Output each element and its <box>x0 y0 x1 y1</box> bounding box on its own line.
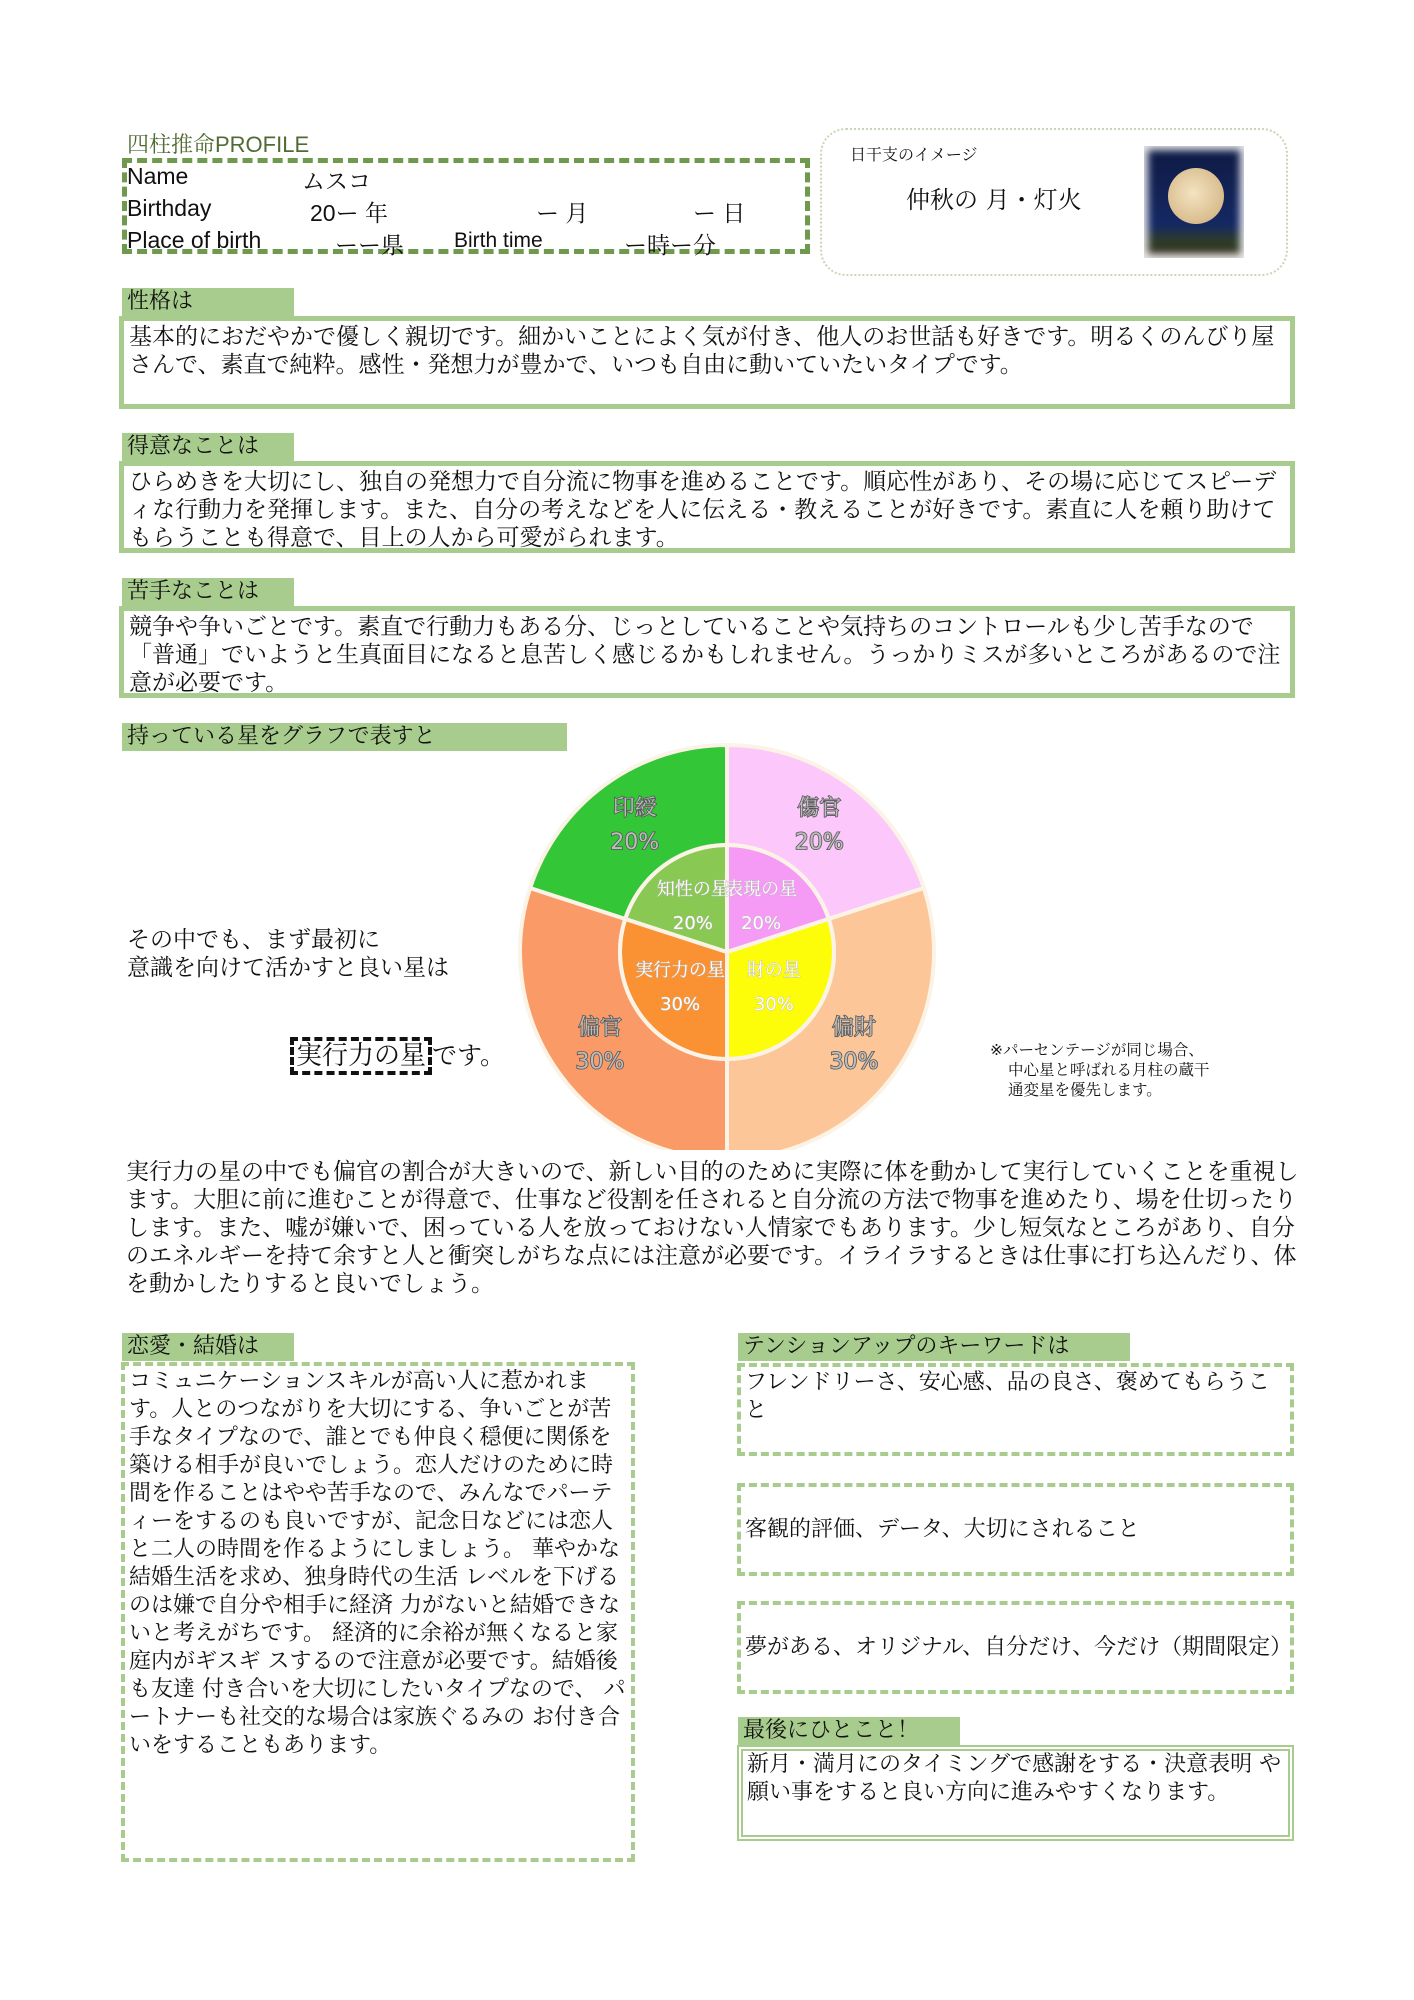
keyword-text-3: 夢がある、オリジナル、自分だけ、今だけ（期間限定） <box>745 1634 1293 1660</box>
keyword-box-3 <box>737 1601 1294 1694</box>
outer-value-label: 30% <box>829 1049 879 1075</box>
highlight-suffix: です。 <box>432 1041 506 1070</box>
place-value: ーー県 <box>335 232 404 258</box>
keyword-box-2 <box>737 1483 1294 1576</box>
strengths-heading: 得意なことは <box>122 433 294 461</box>
graph-description: 実行力の星の中でも偏官の割合が大きいので、新しい目的のために実際に体を動かして実行していくことを重視します。大胆に前に進むことが得意で、仕事など役割を任されると自分流の方法で物事を進めたり、場を仕切ったりします。また、嘘が嫌いで、困っている人を放っておけない人情家でもあります。少し短気なところがあり、自分のエネルギーを持て余すと人と衝突しがちな点には注意が必要です。イライラするときは仕事に打ち込んだり、体を動かしたりすると良いでしょう。 <box>126 1159 1299 1297</box>
inner-label: 知性の星 <box>656 879 729 901</box>
final-heading: 最後にひとこと！ <box>738 1717 960 1745</box>
personality-box <box>119 316 1295 409</box>
image-card-value: 仲秋の 月・灯火 <box>906 186 1082 214</box>
inner-value-label: 30% <box>660 994 701 1016</box>
strengths-text: ひらめきを大切にし、独自の発想力で自分流に物事を進めることです。順応性があり、その場に応じてスピーディな行動力を発揮します。また、自分の考えなどを人に伝える・教えることが好きです。素直に人を頼り助けてもらうことも得意で、目上の人から可愛がられます。 <box>129 469 1277 551</box>
keyword-text-1: フレンドリーさ、安心感、品の良さ、褒めてもらうこと <box>745 1370 1270 1423</box>
birthday-day: ー 日 <box>693 200 746 226</box>
strengths-box <box>119 461 1295 553</box>
graph-lead-line1: その中でも、まず最初に <box>127 927 380 953</box>
love-box <box>121 1362 635 1862</box>
inner-label: 実行力の星 <box>635 960 726 982</box>
keyword-text-2: 客観的評価、データ、大切にされること <box>745 1516 1140 1542</box>
graph-lead-line2: 意識を向けて活かすと良い星は <box>127 955 449 981</box>
chart-note <box>990 1040 1210 1100</box>
name-label: Name <box>127 163 189 189</box>
day-pillar-image-card <box>820 128 1288 276</box>
birth-time-value: ー時ー分 <box>624 232 716 258</box>
outer-label: 偏官 <box>577 1015 622 1041</box>
outer-value-label: 20% <box>610 829 660 855</box>
personality-heading: 性格は <box>122 288 294 316</box>
chart-note-line3: 通変星を優先します。 <box>1008 1081 1162 1099</box>
graph-heading: 持っている星をグラフで表すと <box>122 723 567 751</box>
love-text: コミュニケーションスキルが高い人に惹かれます。人とのつながりを大切にする、争いごとが苦手なタイプなので、誰とでも仲良く穏便に関係を築ける相手が良いでしょう。恋人だけのために時間を作ることはやや苦手なので、みんなでパーティーをするのも良いですが、記念日などには恋人と二人の時間を作るようにしましょう。 華やかな結婚生活を求め、独身時代の生活 レベルを下げるのは嫌で自分や相手に経済 力がないと結婚できないと考えがちです。 経済的に余裕が無くなると家庭内がギスギ スするので注意が必要です。結婚後も友達 付き合いを大切にしたいタイプなので、 パートナーも社交的な場合は家族ぐるみの お付き合いをすることもあります。 <box>129 1369 626 1758</box>
keywords-heading: テンションアップのキーワードは <box>738 1333 1130 1361</box>
place-label: Place of birth <box>127 227 262 253</box>
moon-icon <box>1168 168 1224 224</box>
birthday-month: ー 月 <box>536 200 589 226</box>
final-box <box>737 1745 1294 1841</box>
inner-value-label: 30% <box>753 994 794 1016</box>
inner-value-label: 20% <box>672 913 713 935</box>
outer-label: 傷官 <box>797 795 842 821</box>
inner-value-label: 20% <box>741 913 782 935</box>
love-heading: 恋愛・結婚は <box>122 1333 294 1361</box>
image-card-label: 日干支のイメージ <box>850 145 978 164</box>
inner-label: 表現の星 <box>725 879 798 901</box>
birth-time-label: Birth time <box>454 229 543 252</box>
final-text: 新月・満月にのタイミングで感謝をする・決意表明 や願い事をすると良い方向に進みやすくなります。 <box>747 1752 1282 1805</box>
birthday-label: Birthday <box>127 195 212 221</box>
outer-value-label: 20% <box>794 829 844 855</box>
outer-value-label: 30% <box>575 1049 625 1075</box>
outer-label: 印綬 <box>612 795 657 821</box>
chart-note-line1: ※パーセンテージが同じ場合、 <box>990 1041 1204 1059</box>
inner-label: 財の星 <box>746 960 801 982</box>
chart-note-line2: 中心星と呼ばれる月柱の蔵干 <box>1008 1061 1210 1079</box>
profile-box <box>122 158 810 258</box>
weaknesses-box <box>119 606 1295 698</box>
weaknesses-text: 競争や争いごとです。素直で行動力もある分、じっとしていることや気持ちのコントロールも少し苦手なので「普通」でいようと生真面目になると息苦しく感じるかもしれません。うっかりミスが多いところがあるので注意が必要です。 <box>129 614 1281 696</box>
profile-title: 四柱推命PROFILE <box>127 132 310 157</box>
birthday-year: 20ー 年 <box>310 200 388 226</box>
personality-text: 基本的におだやかで優しく親切です。細かいことによく気が付き、他人のお世話も好きです。明るくのんびり屋さんで、素直で純粋。感性・発想力が豊かで、いつも自由に動いていたいタイプです。 <box>129 324 1275 378</box>
outer-label: 偏財 <box>832 1015 877 1041</box>
highlight-star: 実行力の星 <box>290 1037 432 1075</box>
keyword-box-1 <box>737 1363 1294 1456</box>
full-moon-image <box>1144 146 1244 258</box>
weaknesses-heading: 苦手なことは <box>122 578 294 606</box>
highlight-line <box>290 1036 505 1075</box>
name-value: ムスコ <box>302 168 371 194</box>
star-pie-chart <box>500 730 960 1150</box>
